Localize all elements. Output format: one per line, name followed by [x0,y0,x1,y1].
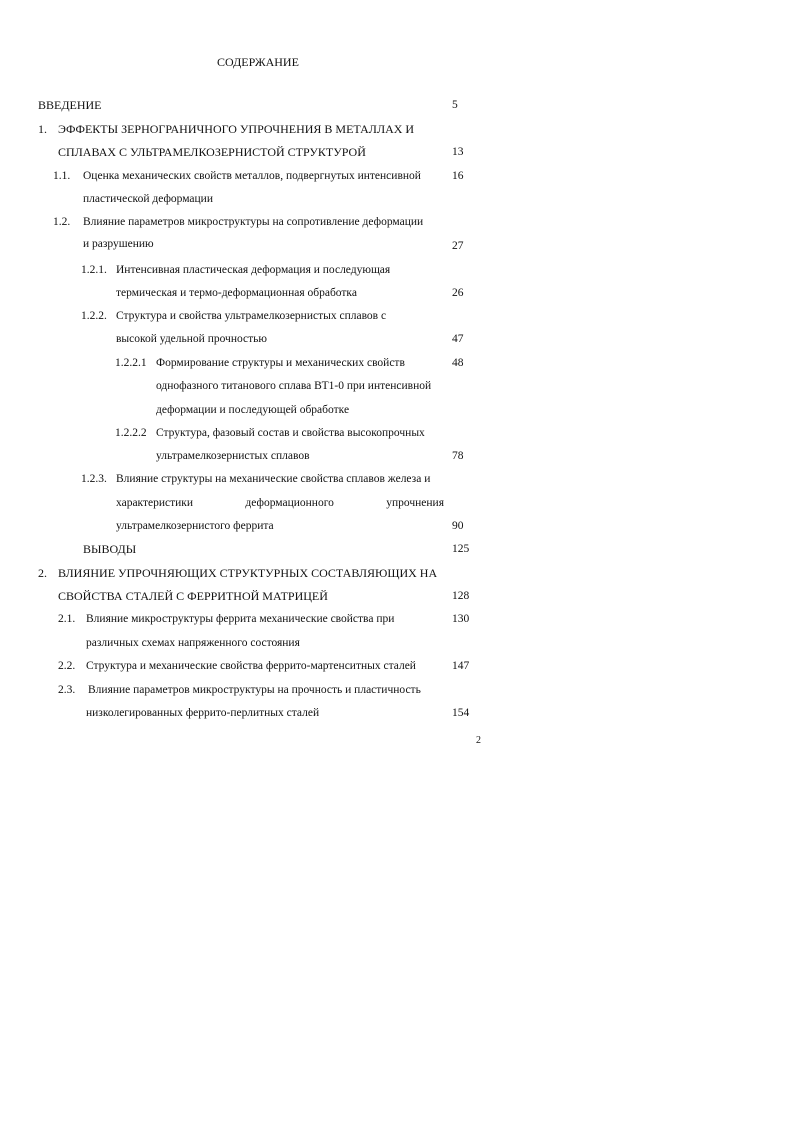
toc-1-1-page: 16 [452,170,464,182]
toc-1-2-2-2-title-line1[interactable]: Структура, фазовый состав и свойства высокопрочных [156,427,425,439]
toc-2-2-num: 2.2. [58,660,76,672]
toc-1-2-3-title-line1[interactable]: Влияние структуры на механические свойства сплавов железа и [116,473,431,485]
toc-1-2-3-word: деформационного [245,497,334,509]
toc-intro-page: 5 [452,99,458,111]
toc-1-2-1-title-line1[interactable]: Интенсивная пластическая деформация и последующая [116,264,391,276]
toc-1-2-2-title-line2[interactable]: высокой удельной прочностью [116,333,267,345]
toc-1-2-3-word: характеристики [116,497,194,509]
toc-1-2-2-num: 1.2.2. [81,310,107,322]
toc-conclusions-text[interactable]: ВЫВОДЫ [83,542,137,556]
toc-1-1-num: 1.1. [53,170,71,182]
toc-1-2-2-1-num: 1.2.2.1 [115,357,147,369]
toc-ch2-num: 2. [38,566,47,580]
toc-1-2-2-2-num: 1.2.2.2 [115,427,147,439]
toc-1-2-1-num: 1.2.1. [81,264,107,276]
toc-1-2-2-1-title-line3[interactable]: деформации и последующей обработке [156,404,350,416]
toc-1-2-2-title-line1[interactable]: Структура и свойства ультрамелкозернистых сплавов с [116,310,387,322]
toc-1-2-3-title-line2[interactable] [116,496,444,510]
toc-2-2-page: 147 [452,660,470,672]
toc-1-2-3-num: 1.2.3. [81,473,107,485]
toc-2-1-title-line1[interactable]: Влияние микроструктуры феррита механические свойства при [86,613,395,625]
toc-1-2-title-line2[interactable]: и разрушению [83,238,154,250]
toc-2-3-page: 154 [452,707,470,719]
toc-1-2-2-1-page: 48 [452,357,464,369]
toc-1-2-3-word: упрочнения [386,497,444,509]
toc-1-2-1-page: 26 [452,287,464,299]
toc-1-2-num: 1.2. [53,216,71,228]
page-number: 2 [476,735,481,746]
toc-ch1-title-line1[interactable]: ЭФФЕКТЫ ЗЕРНОГРАНИЧНОГО УПРОЧНЕНИЯ В МЕТАЛЛАХ И [58,122,415,136]
page-title: СОДЕРЖАНИЕ [217,55,299,69]
toc-1-2-2-2-title-line2[interactable]: ультрамелкозернистых сплавов [156,450,310,462]
toc-1-1-title-line1[interactable]: Оценка механических свойств металлов, подвергнутых интенсивной [83,170,421,182]
toc-ch2-page: 128 [452,590,470,602]
toc-2-2-title-line1[interactable]: Структура и механические свойства феррито-мартенситных сталей [86,660,416,672]
toc-1-2-1-title-line2[interactable]: термическая и термо-деформационная обработка [116,287,357,299]
toc-conclusions-page: 125 [452,543,470,555]
toc-ch2-title-line2[interactable]: СВОЙСТВА СТАЛЕЙ С ФЕРРИТНОЙ МАТРИЦЕЙ [58,589,328,603]
toc-2-3-title-line1[interactable]: Влияние параметров микроструктуры на прочность и пластичность [88,684,421,696]
toc-1-2-2-page: 47 [452,333,464,345]
toc-1-2-page: 27 [452,240,464,252]
toc-1-2-2-2-page: 78 [452,450,464,462]
toc-2-1-page: 130 [452,613,470,625]
toc-2-3-num: 2.3. [58,684,76,696]
toc-1-2-3-page: 90 [452,520,464,532]
toc-1-2-3-title-line3[interactable]: ультрамелкозернистого феррита [116,520,274,532]
toc-1-1-title-line2[interactable]: пластической деформации [83,193,213,205]
toc-2-1-title-line2[interactable]: различных схемах напряженного состояния [86,637,300,649]
toc-ch2-title-line1[interactable]: ВЛИЯНИЕ УПРОЧНЯЮЩИХ СТРУКТУРНЫХ СОСТАВЛЯЮЩИХ НА [58,566,438,580]
toc-ch1-title-line2[interactable]: СПЛАВАХ С УЛЬТРАМЕЛКОЗЕРНИСТОЙ СТРУКТУРОЙ [58,145,366,159]
toc-2-1-num: 2.1. [58,613,76,625]
toc-intro-text[interactable]: ВВЕДЕНИЕ [38,98,102,112]
toc-ch1-num: 1. [38,122,47,136]
toc-2-3-title-line2[interactable]: низколегированных феррито-перлитных сталей [86,707,320,719]
toc-ch1-page: 13 [452,146,464,158]
toc-1-2-2-1-title-line2[interactable]: однофазного титанового сплава ВТ1-0 при интенсивной [156,380,432,392]
toc-1-2-title-line1[interactable]: Влияние параметров микроструктуры на сопротивление деформации [83,216,424,228]
toc-1-2-2-1-title-line1[interactable]: Формирование структуры и механических свойств [156,357,405,369]
